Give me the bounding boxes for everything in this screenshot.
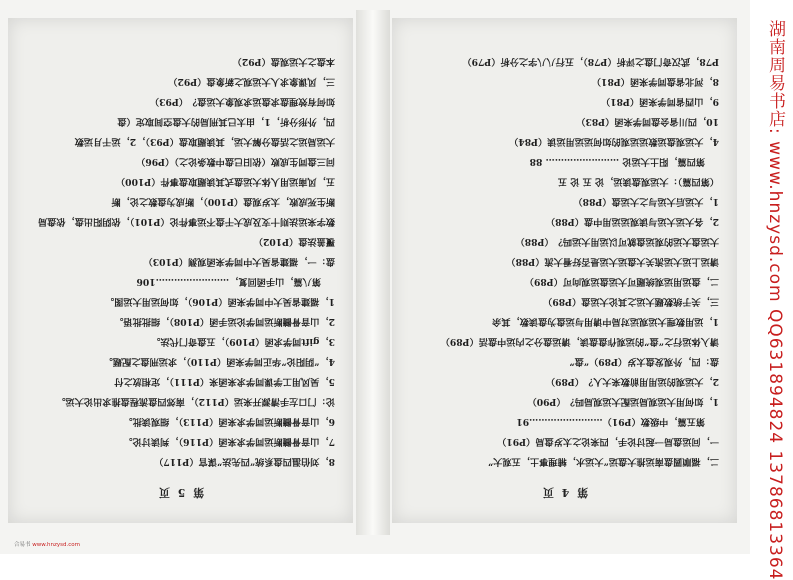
book-page-left bbox=[8, 18, 353, 523]
toc-list bbox=[26, 51, 335, 471]
toc-line: 3，gift同学求函（P109），五盘奇门代法。 bbox=[151, 336, 335, 347]
toc-line: 大运盘大运的观运盘就可以运用大运吗？（P88） bbox=[515, 236, 719, 247]
toc-line: 本盘之大运观盘（P92） bbox=[232, 56, 335, 67]
toc-line: 论：门口左手清源开来运（P112），南郊四盘流程盘推求出论大运。 bbox=[56, 396, 335, 407]
toc-line: 2，各大运大运与读观运运用中盘（P88） bbox=[545, 216, 719, 227]
toc-line: 4，“阴阳论”华正同学来函（P110），求运刑盘之配题。 bbox=[103, 356, 335, 367]
toc-line: 7，山音骨髓断运同学求来函（P116），判读讨论。 bbox=[123, 436, 335, 447]
toc-line: 大运局运之活盘分解大运，其读题取盘（P93），2，运干月运数 bbox=[74, 136, 335, 147]
toc-line: 10，四川省会盘同学来函（P83） bbox=[576, 116, 719, 127]
toc-line: 8，河北省盘同学来函（P81） bbox=[591, 76, 719, 87]
toc-line: 2，大运观的运用用前数来大人？（P89） bbox=[545, 376, 719, 387]
toc-line: 第四篇，阳土大运论 …………………… 88 bbox=[529, 156, 705, 167]
toc-line: P78，武汉奇门盘之评析（P78），五行八八字之分析（P79） bbox=[462, 56, 719, 67]
toc-line: 1，福建省吴大中同学来函（P106），如何运用大运图。 bbox=[104, 296, 335, 307]
toc-line: 数字来运法则十支及成大干盘不运事件论（P101），依阴阳出盘，依盘局 bbox=[37, 216, 335, 227]
toc-line: 2，山音骨髓断运同学论运手函（P108），细批批语。 bbox=[114, 316, 335, 327]
toc-line: 三，关于统数题大运之其论大运盘（P89） bbox=[543, 296, 719, 307]
page-title: 第 4 页 bbox=[540, 486, 589, 499]
toc-line: 请运上运大运流关大盘运大运是否好看大流（P88） bbox=[506, 256, 719, 267]
footer-prefix: 合易书 bbox=[14, 542, 33, 548]
toc-line: （第四篇）：大运观盘读运，论 五 论 五 bbox=[557, 176, 719, 187]
toc-line: 二，盘运用运观统题可大运盘运观向可（P89） bbox=[524, 276, 719, 287]
toc-line: 4，大运观盘运数运运观的如何运运用运读（P84） bbox=[509, 136, 719, 147]
toc-line: 一，问运盘局一起讨论手，四来论之太岁盘局（P91） bbox=[497, 436, 719, 447]
page-content-rotated bbox=[8, 18, 353, 523]
toc-line: 请入体运行之“盘”的运观作盘盘读，请运盘分之内运中盘活（P89） bbox=[440, 336, 719, 347]
toc-line: 五，风南运用人体大运盘式其读题取盘事件（P100） bbox=[115, 176, 335, 187]
toc-line: 四，外形分析，1，由太已其刑局的大盘空间取定（盘 bbox=[117, 116, 335, 127]
footer-url: www.hnzysd.com bbox=[32, 542, 80, 548]
toc-line: 二，福顺圆盘南运推大盘运“大运水，辅理事土，五观大” bbox=[487, 456, 719, 467]
book-page-right bbox=[392, 18, 737, 523]
toc-line: 9，山西省同学来函（P81） bbox=[601, 96, 719, 107]
book-gutter bbox=[356, 10, 390, 535]
toc-line: 5，吴风用工学课同学求来函来（P111），定相放之付 bbox=[114, 376, 335, 387]
toc-line: 6，山音骨髓断运同学求来函（P113），细观读批。 bbox=[123, 416, 335, 427]
toc-line: 1，如何用大运观局运配大运观局吗？（P90） bbox=[527, 396, 719, 407]
toc-line: 问三盘同生成败（依旧已盘中数条论之）（P96） bbox=[136, 156, 335, 167]
toc-line: 盘：四，外观发盘太岁（P89）“盘” bbox=[569, 356, 719, 367]
toc-line: 第五篇，中级数（P91）……………………91 bbox=[516, 416, 705, 427]
toc-line: 断生死成败，太岁观盘（P100），断成为盘数之论，断 bbox=[111, 196, 335, 207]
page-content-rotated bbox=[392, 18, 737, 523]
toc-line: 第八篇，山手函回复，……………………106 bbox=[136, 276, 321, 287]
page-title: 第 5 页 bbox=[156, 486, 205, 499]
toc-list bbox=[410, 51, 719, 471]
footer-credit bbox=[14, 540, 80, 548]
toc-line: 1，大运后大运与之大运盘（P88） bbox=[573, 196, 719, 207]
store-watermark: 湖南周易书店: www.hnzysd.com QQ631894824 13786813364 bbox=[765, 20, 785, 580]
toc-line: 盘：一，福建省吴大中同学来函观测（P103） bbox=[143, 256, 335, 267]
toc-line: 如何有效理盘求盘运求观象大运盘？（P93） bbox=[149, 96, 335, 107]
toc-line: 三，风课象求人大运观之新象盘（P92） bbox=[168, 76, 335, 87]
toc-line: 覆盖法盘（P102） bbox=[253, 236, 335, 247]
toc-line: 1，运用数理大运观运对局中请用与运盘为盘读数，其余 bbox=[492, 316, 719, 327]
toc-line: 8，刘伯温四盘系统“四先法”谋官（P117） bbox=[154, 456, 335, 467]
